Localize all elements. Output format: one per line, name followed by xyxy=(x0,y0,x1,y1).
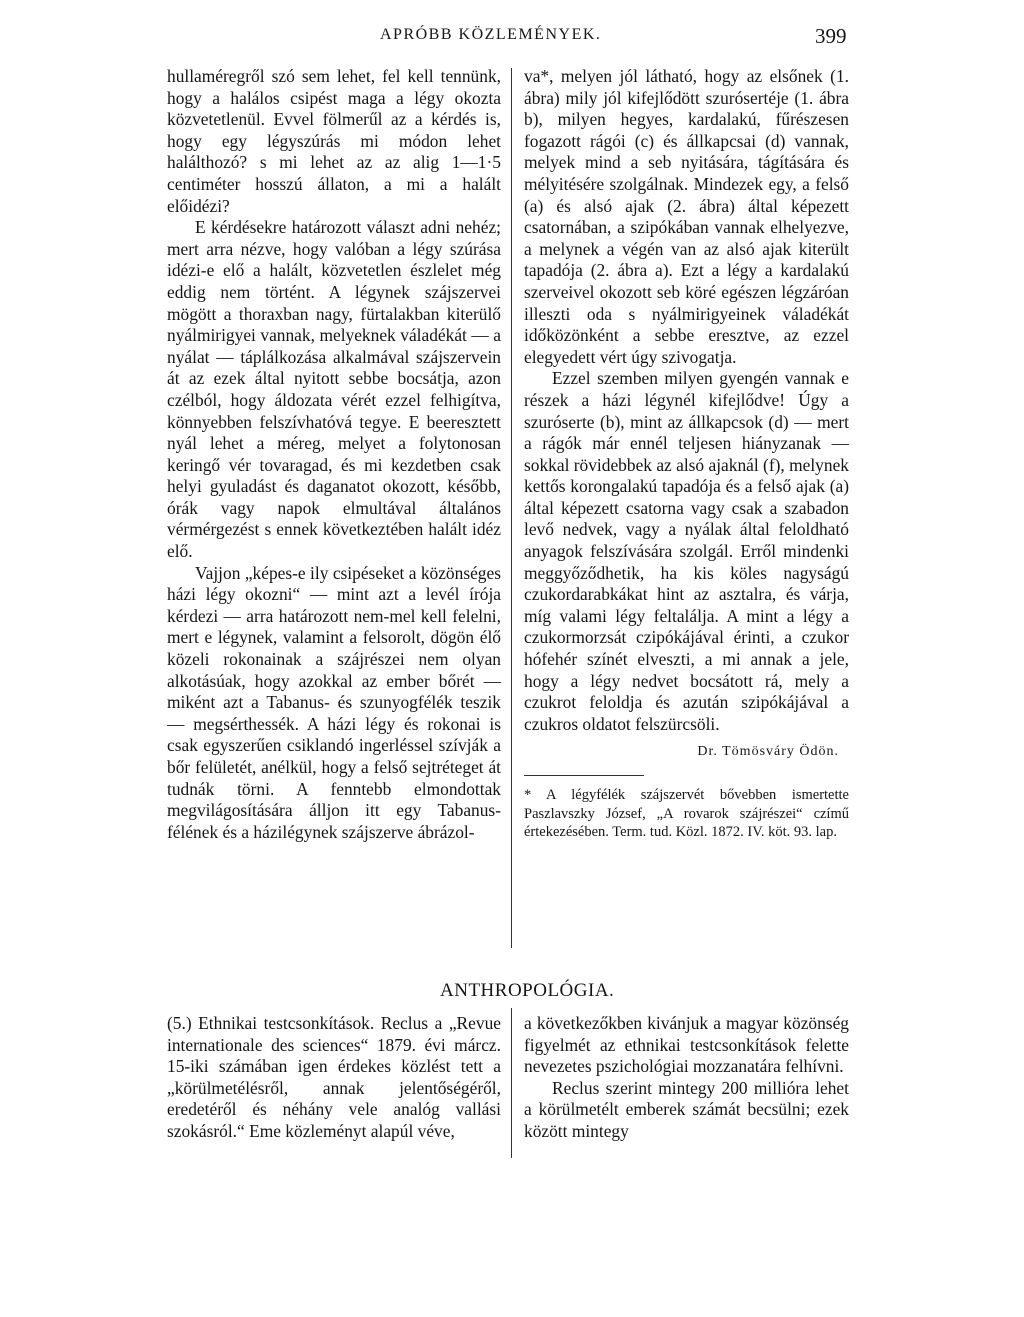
paragraph: hullaméregről szó sem lehet, fel kell tennünk, hogy a halálos csipést maga a légy okozta közvetetlenül. Evvel fölmerűl az a kérdés is, hogy egy légyszúrás mi módon lehet halálthozó? s mi lehet az az alig 1—1·5 centiméter hosszú állaton, a mi a halált előidézi? xyxy=(167,66,501,216)
section-left-column xyxy=(167,1013,501,1143)
section-right-column xyxy=(524,1013,849,1143)
paragraph: E kérdésekre határozott választ adni nehéz; mert arra nézve, hogy valóban a légy szúrása idézi-e elő a halált, közvetetlen észlelet még eddig nem történt. A légynek szájszervei mögött a thoraxban nagy, fürtalakban kiterülő nyálmirigyei vannak, melyeknek váladékát — a nyálat — táplálkozása alkalmával szájszervein át az ezek által nyitott sebbe bocsátja, azon czélból, hogy áldozata vérét ezzel felhigítva, könnyebben felszívhatóvá tegye. E beeresztett nyál lehet a méreg, melyet a folytonosan keringő vér tovaragad, és mi kezdetben csak helyi gyuladást és daganatot okozott, később, órák vagy napok elmultával általános vérmérgezést s ennek következtében halált idéz elő. xyxy=(167,217,501,562)
paragraph: (5.) Ethnikai testcsonkítások. Reclus a „Revue internationale des sciences“ 1879. évi márcz. 15-iki számában igen érdekes közlést tett a „körülmetélésről, annak jelentőségéről, eredetéről és néhány vele analóg vallási szokásról.“ Eme közleményt alapúl véve, xyxy=(167,1013,501,1141)
page-number: 399 xyxy=(815,24,847,48)
paragraph: Reclus szerint mintegy 200 millióra lehet a körülmetélt emberek számát becsülni; ezek között mintegy xyxy=(524,1077,849,1141)
author-signature: Dr. Tömösváry Ödön. xyxy=(697,744,839,760)
right-column xyxy=(524,66,849,842)
running-title: APRÓBB KÖZLEMÉNYEK. xyxy=(380,26,602,43)
section-heading: ANTHROPOLÓGIA. xyxy=(440,980,615,1001)
footnote-divider xyxy=(524,775,644,776)
column-divider xyxy=(511,1008,512,1158)
paragraph: Vajjon „képes-e ily csipéseket a közönséges házi légy okozni“ — mint azt a levél írója kérdezi — arra határozott nem-mel kell felelni, mert e légynek, valamint a felsorolt, dögön élő közeli rokonainak a szájrészei nem olyan alkotásúak, hogy azokkal az ember bőrét — miként azt a Tabanus- és szunyogfélék teszik — megsérthessék. A házi légy és rokonai is csak egyszerűen csiklandó ingerléssel szívják a bőr felületét, anélkül, hogy a felső sejtréteget át tudnák törni. A fenntebb elmondottak megvilágosítására álljon itt egy Tabanus-félének és a házilégynek szájszerve ábrázol- xyxy=(167,562,501,842)
left-column xyxy=(167,66,501,843)
paragraph: Ezzel szemben milyen gyengén vannak e részek a házi légynél kifejlődve! Úgy a szuróserte (b), mint az állkapcsok (d) — mert a rágók már ennél teljesen hiányzanak — sokkal rövidebbek az alsó ajaknál (f), melynek kettős korongalakú tapadója és a felső ajak (a) által képezett csatorna vagy csak a szabadon levő nedvek, vagy a nyálak által feloldható anyagok felszívására szolgál. Erről mindenki meggyőződhetik, ha kis köles nagyságú czukordarabkákat hint az asztalra, és várja, míg valami légy feltalálja. A mint a légy a czukormorzsát czipókájával érinti, a czukor hófehér színét elveszti, a mi annak a jele, hogy a légy nedvet bocsátott rá, mely a czukrot feloldja és azután szipókájával a czukros oldatot felszürcsöli. xyxy=(524,368,849,734)
column-divider xyxy=(511,68,512,948)
paragraph: va*, melyen jól látható, hogy az elsőnek (1. ábra) mily jól kifejlődött szurósertéje (1. ábra b), milyen hegyes, kardalakú, fűrészesen fogazott rágói (c) és állkapcsai (d) vannak, melyek mind a seb nyitására, tágítására és mélyitésére szolgálnak. Mindezek egy, a felső (a) és alsó ajak (2. ábra) által képezett csatornában, a szipókában vannak elhelyezve, a melynek a végén van az alsó ajak kiterült tapadója (2. ábra a). Ezt a légy a kardalakú szerveivel okozott seb köré egészen légzáróan illeszti oda s nyálmirigyeinek váladékát időközönként a sebbe eresztve, az ezzel elegyedett vért úgy szivogatja. xyxy=(524,66,849,367)
footnote: * A légyfélék szájszervét bővebben ismertette Paszlavszky József, „A rovarok szájrészei“ czímű értekezésében. Term. tud. Közl. 1872. IV. köt. 93. lap. xyxy=(524,787,849,840)
paragraph: a következőkben kivánjuk a magyar közönség figyelmét az ethnikai testcsonkítások felette nevezetes pszichológiai mozzanatára felhívni. xyxy=(524,1013,849,1077)
